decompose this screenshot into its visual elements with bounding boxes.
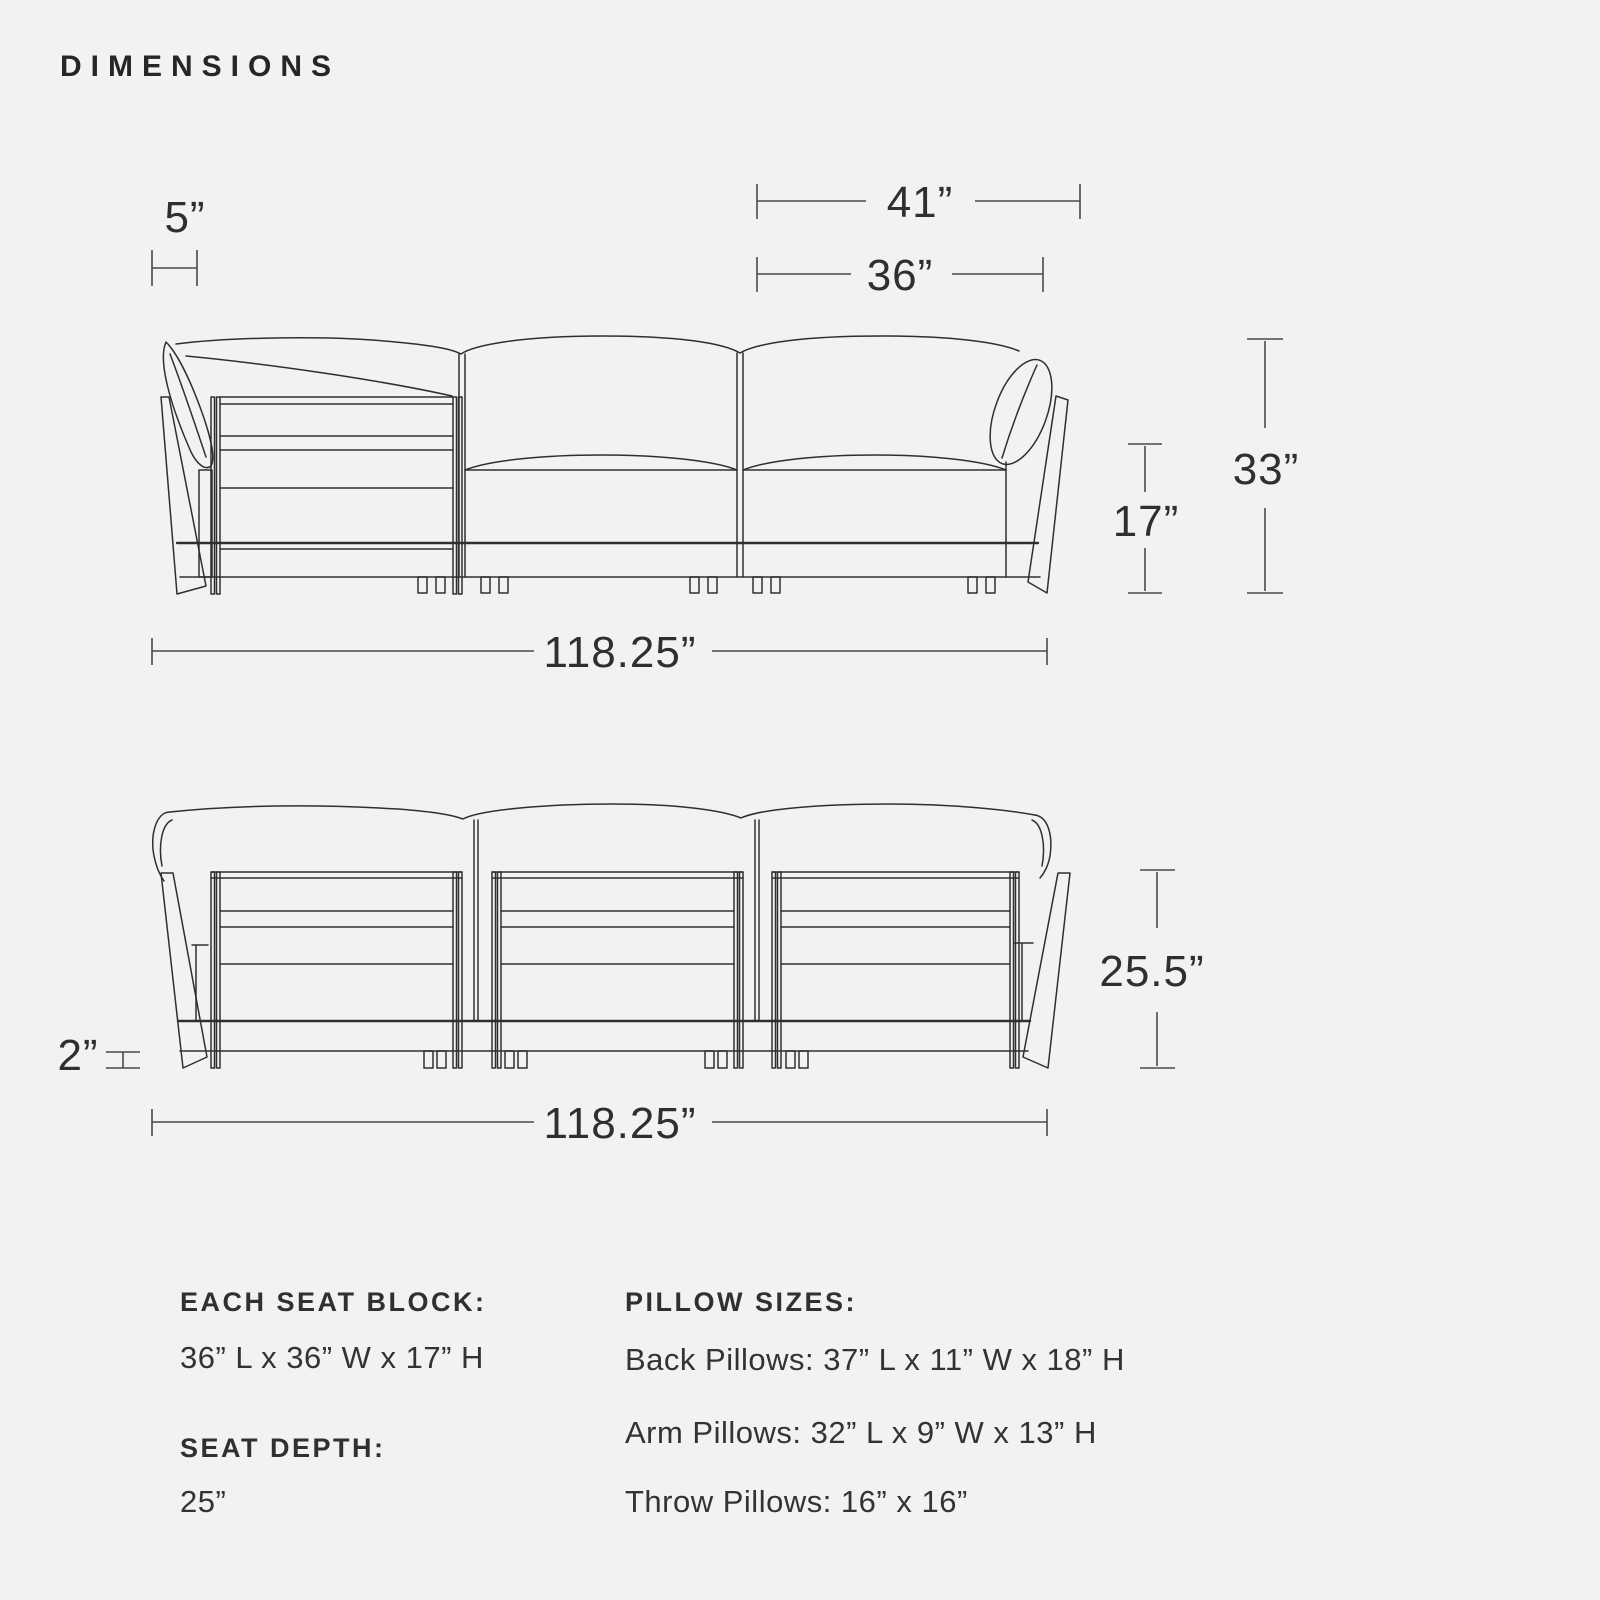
- dim-label-arm-width: 5”: [164, 193, 206, 242]
- back-frame-2: [492, 872, 743, 1068]
- dim-label-overall-width-back: 118.25”: [543, 1099, 697, 1148]
- dimension-labels: [57, 178, 1299, 1148]
- seat-block-heading: EACH SEAT BLOCK:: [180, 1287, 487, 1317]
- dim-line-arm-width: [152, 250, 197, 286]
- seat-depth-value: 25”: [180, 1484, 227, 1519]
- spec-seat-block: [180, 1287, 487, 1376]
- spec-pillow-sizes: [625, 1287, 1125, 1520]
- pillow-sizes-heading: PILLOW SIZES:: [625, 1287, 857, 1317]
- back-frame-3: [772, 872, 1019, 1068]
- dim-label-overall-height: 33”: [1232, 445, 1300, 494]
- dim-label-seat-width: 36”: [866, 251, 934, 300]
- dim-label-leg-height: 2”: [57, 1031, 99, 1080]
- pillow-size-back: Back Pillows: 37” L x 11” W x 18” H: [625, 1342, 1125, 1377]
- dim-label-back-height: 25.5”: [1099, 947, 1205, 996]
- page-title: DIMENSIONS: [60, 50, 341, 83]
- sofa-front-view-drawing: [161, 336, 1068, 594]
- back-frame-1: [211, 872, 462, 1068]
- sofa-back-view-drawing: [153, 804, 1070, 1068]
- seat-block-value: 36” L x 36” W x 17” H: [180, 1340, 484, 1375]
- back-view-legs: [424, 1051, 808, 1068]
- dim-label-overall-width-front: 118.25”: [543, 628, 697, 677]
- dim-label-seat-with-arm: 41”: [886, 178, 954, 227]
- dim-label-seat-height: 17”: [1112, 497, 1180, 546]
- pillow-size-throw: Throw Pillows: 16” x 16”: [625, 1484, 968, 1519]
- seat-depth-heading: SEAT DEPTH:: [180, 1433, 386, 1463]
- pillow-size-arm: Arm Pillows: 32” L x 9” W x 13” H: [625, 1415, 1097, 1450]
- dim-line-leg-height: [106, 1052, 140, 1068]
- front-view-legs: [418, 577, 995, 593]
- spec-seat-depth: [180, 1433, 386, 1520]
